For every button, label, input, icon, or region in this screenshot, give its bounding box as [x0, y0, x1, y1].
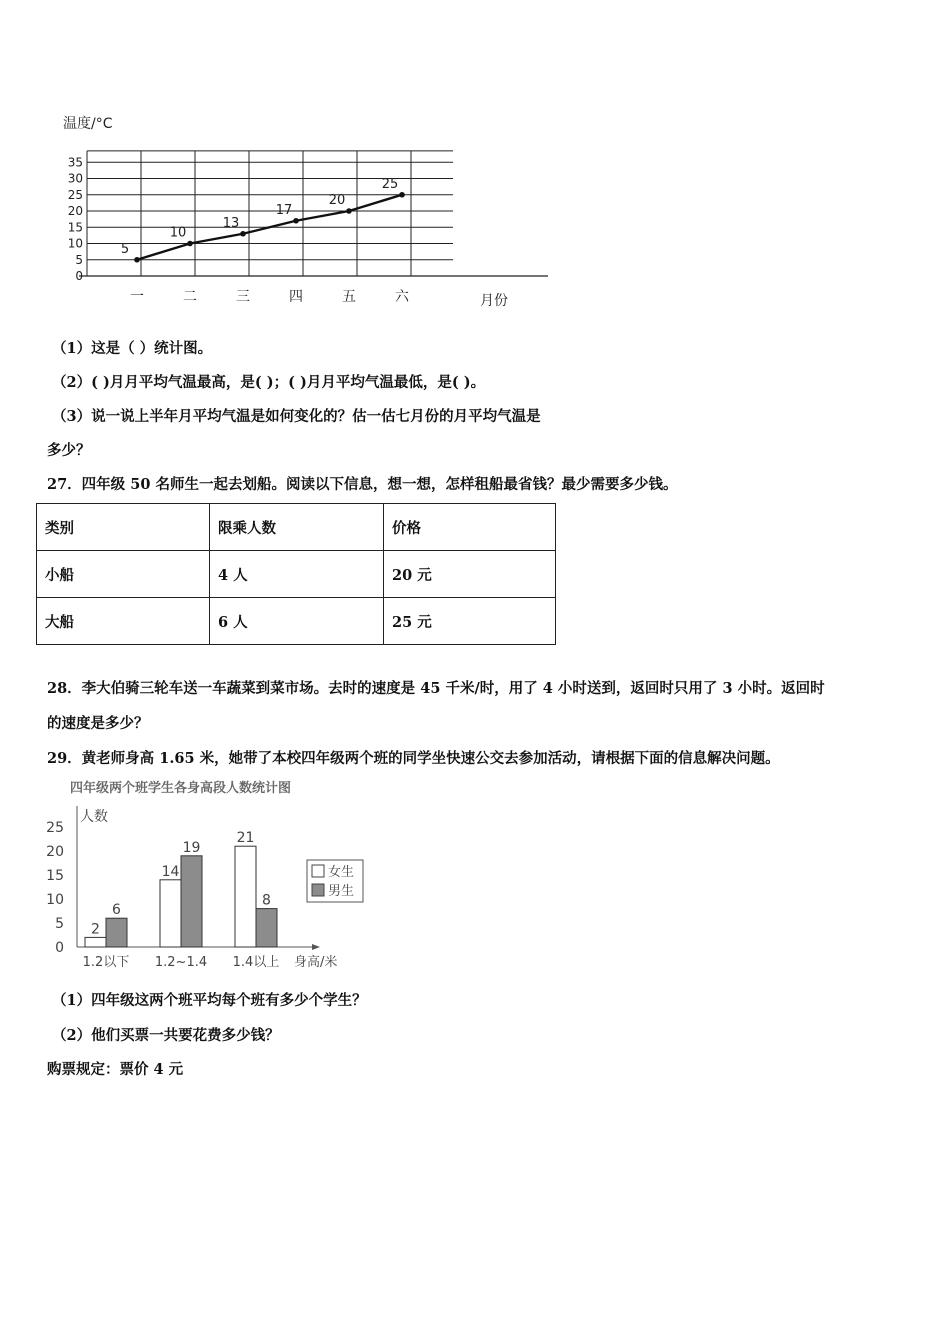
x-axis-arrow [312, 944, 320, 950]
x-tick-label: 1.4以上 [232, 955, 280, 970]
q26-subquestion-2: （2）( )月月平均气温最高，是( )；( )月月平均气温最低，是( )。 [52, 374, 486, 391]
bar-male [256, 909, 277, 947]
table-row [37, 598, 556, 645]
bar-female [235, 846, 256, 947]
bar-female [160, 880, 181, 947]
table-cell: 4 人 [210, 551, 384, 598]
y-tick-label: 10 [46, 892, 64, 908]
data-point [346, 208, 352, 214]
data-label: 5 [120, 241, 130, 257]
header-cell: 限乘人数 [210, 504, 384, 551]
temperature-line-chart [55, 108, 555, 318]
data-point [187, 241, 193, 247]
bar-value-label: 8 [262, 892, 271, 909]
q26-subquestion-3: （3）说一说上半年月平均气温是如何变化的？估一估七月份的月平均气温是 [52, 408, 541, 425]
data-label: 25 [381, 176, 399, 192]
legend [307, 860, 363, 902]
x-tick-label: 一 [130, 289, 144, 305]
y-tick-label: 0 [75, 269, 83, 283]
legend-swatch-female [312, 865, 324, 877]
x-tick-label: 1.2~1.4 [154, 955, 208, 970]
ticket-rule: 购票规定：票价 4 元 [47, 1061, 184, 1078]
question-29: 29．黄老师身高 1.65 米，她带了本校四年级两个班的同学坐快速公交去参加活动，请根据下面的信息解决问题。 [47, 750, 780, 767]
table-cell: 25 元 [384, 598, 556, 645]
q26-subquestion-1: （1）这是（ ）统计图。 [52, 340, 213, 357]
bar-value-label: 14 [161, 863, 180, 880]
data-label: 13 [222, 215, 240, 231]
y-tick-labels [46, 820, 64, 956]
header-cell: 类别 [37, 504, 210, 551]
q29-subquestion-1: （1）四年级这两个班平均每个班有多少个学生？ [52, 992, 367, 1009]
question-28-line-2: 的速度是多少？ [47, 715, 149, 732]
data-point [293, 218, 299, 224]
x-tick-label: 四 [289, 289, 303, 305]
y-tick-label: 10 [67, 236, 83, 251]
x-tick-label: 二 [183, 289, 197, 305]
y-tick-label: 5 [55, 916, 64, 932]
data-label: 20 [328, 193, 346, 208]
y-tick-label: 15 [67, 220, 83, 235]
series-points [121, 177, 405, 263]
x-tick-label: 三 [236, 289, 250, 305]
y-tick-label: 25 [46, 820, 64, 836]
y-tick-label: 0 [55, 940, 64, 956]
y-axis-label: 人数 [80, 809, 108, 825]
table-cell: 6 人 [210, 598, 384, 645]
x-tick-labels [83, 955, 280, 970]
y-tick-label: 30 [67, 171, 83, 186]
bar-value-label: 19 [182, 839, 201, 856]
bar-value-label: 6 [112, 902, 121, 919]
y-tick-label: 20 [67, 204, 83, 218]
data-point [399, 192, 405, 198]
legend-label-male: 男生 [328, 884, 355, 899]
x-tick-label: 五 [342, 289, 356, 305]
grid [79, 151, 548, 276]
x-axis-label: 月份 [480, 293, 508, 309]
x-tick-label: 1.2以下 [82, 955, 130, 970]
y-tick-label: 20 [46, 844, 64, 860]
bar-male [106, 918, 127, 947]
y-axis-label: 温度/°C [63, 116, 113, 132]
q29-subquestion-2: （2）他们买票一共要花费多少钱？ [52, 1027, 280, 1044]
y-tick-label: 15 [46, 868, 64, 884]
x-axis-label: 身高/米 [294, 955, 338, 970]
legend-swatch-male [312, 884, 324, 896]
table-cell: 20 元 [384, 551, 556, 598]
question-27: 27．四年级 50 名师生一起去划船。阅读以下信息，想一想，怎样租船最省钱？最少需要多少钱。 [47, 476, 678, 493]
question-28-line-1: 28．李大伯骑三轮车送一车蔬菜到菜市场。去时的速度是 45 千米/时，用了 4 小时送到，返回时只用了 3 小时。返回时 [47, 680, 825, 697]
data-label: 17 [275, 202, 293, 218]
y-tick-label: 5 [75, 252, 83, 267]
boat-info-table [36, 503, 556, 645]
y-tick-label: 35 [67, 155, 83, 170]
y-tick-label: 25 [67, 187, 83, 202]
bar-value-label: 2 [91, 921, 100, 938]
bar-value-label: 21 [236, 830, 255, 847]
data-point [134, 257, 140, 263]
table-cell: 小船 [37, 551, 210, 598]
q26-subquestion-3-cont: 多少？ [47, 442, 91, 459]
table-cell: 大船 [37, 598, 210, 645]
table-header-row [37, 504, 556, 551]
x-tick-label: 六 [395, 289, 409, 305]
header-cell: 价格 [384, 504, 556, 551]
y-tick-labels [68, 155, 83, 283]
bars [85, 830, 277, 947]
chart-title: 四年级两个班学生各身高段人数统计图 [70, 781, 292, 796]
data-label: 10 [169, 225, 187, 241]
bar-female [85, 937, 106, 947]
bar-male [181, 856, 202, 947]
legend-label-female: 女生 [328, 865, 355, 880]
height-bar-chart [40, 776, 370, 976]
data-point [240, 231, 246, 237]
x-tick-labels [130, 289, 410, 305]
table-row [37, 551, 556, 598]
